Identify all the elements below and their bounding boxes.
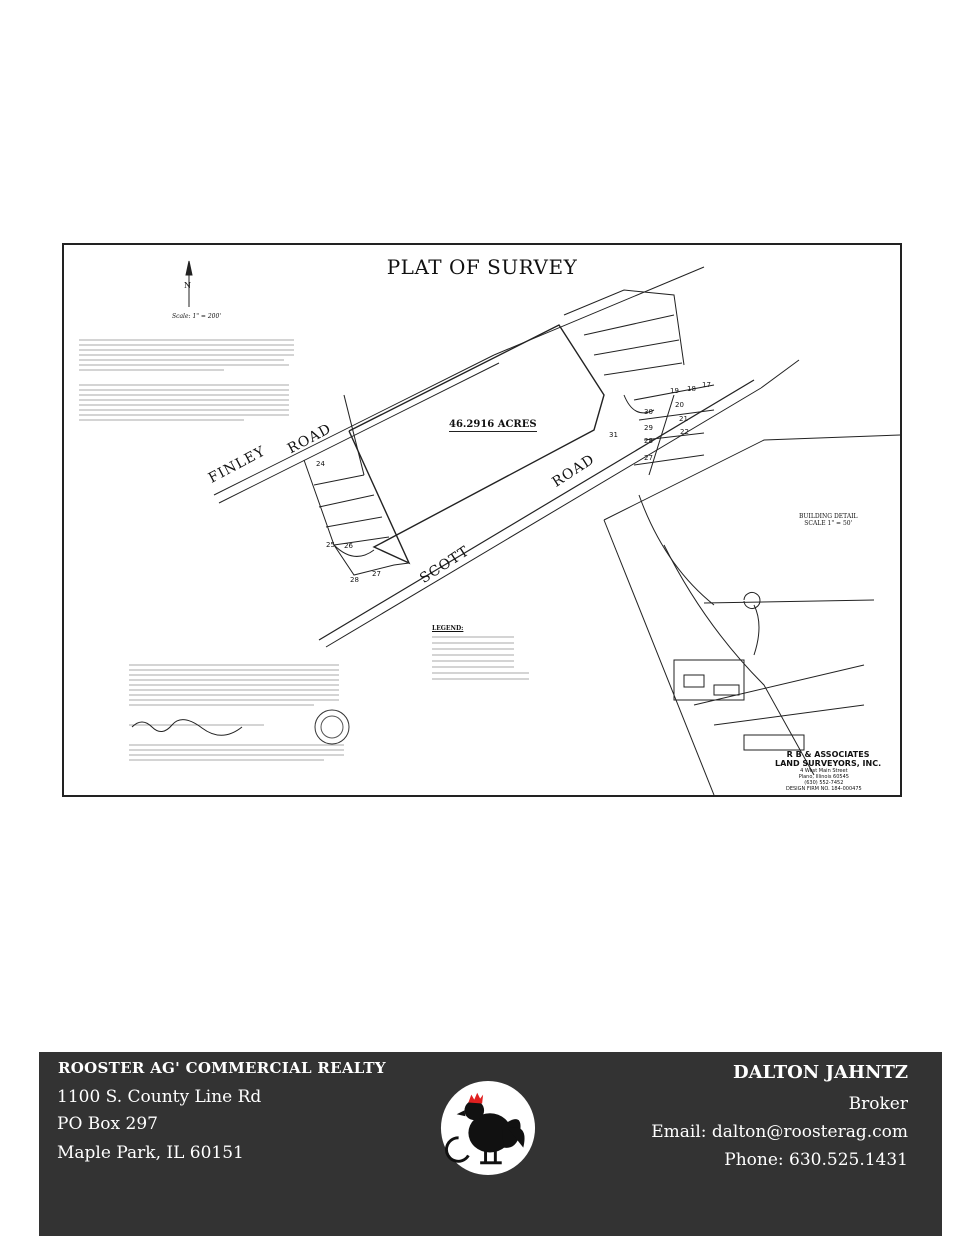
lot-number: 17 xyxy=(702,381,711,389)
lot-number: 22 xyxy=(680,428,689,436)
lot-number: 24 xyxy=(316,460,325,468)
firm-city: Plano, Illinois 60545 xyxy=(798,774,849,780)
firm-address: 4 West Main Street xyxy=(800,768,848,774)
lot-number: 31 xyxy=(609,431,618,439)
surveyor-firm-name: R B & ASSOCIATES xyxy=(786,750,870,759)
agent-phone[interactable]: Phone: 630.525.1431 xyxy=(724,1150,908,1170)
lot-number: 29 xyxy=(644,424,653,432)
firm-license: DESIGN FIRM NO. 184-000475 xyxy=(786,786,862,792)
building-detail-label xyxy=(799,513,858,527)
lot-number: 26 xyxy=(344,542,353,550)
north-arrow-label: N xyxy=(184,281,191,290)
road-label-scott: SCOTT xyxy=(417,543,473,587)
surveyor-firm xyxy=(775,750,881,768)
company-name: ROOSTER AG' COMMERCIAL REALTY xyxy=(58,1059,386,1077)
road-label-road: ROAD xyxy=(549,451,598,491)
surveyor-firm-details xyxy=(786,768,862,792)
scale-label: Scale: 1" = 200' xyxy=(172,313,221,320)
rooster-logo-icon xyxy=(439,1079,537,1177)
lot-number: 28 xyxy=(350,576,359,584)
plat-title: PLAT OF SURVEY xyxy=(386,255,578,279)
agent-name: DALTON JAHNTZ xyxy=(732,1062,908,1083)
address-po-box: PO Box 297 xyxy=(57,1114,158,1134)
lot-number: 30 xyxy=(644,408,653,416)
building-detail-title: BUILDING DETAIL xyxy=(799,513,858,520)
contact-footer xyxy=(39,1052,942,1236)
agent-email[interactable]: Email: dalton@roosterag.com xyxy=(651,1122,908,1142)
acreage-label: 46.2916 ACRES xyxy=(449,419,537,430)
firm-phone: (630) 552-7452 xyxy=(804,780,844,786)
road-label-finley: FINLEY xyxy=(205,443,269,487)
lot-number: 18 xyxy=(687,385,696,393)
lot-number: 28 xyxy=(644,437,653,445)
address-street: 1100 S. County Line Rd xyxy=(57,1087,262,1107)
surveyor-firm-subtitle: LAND SURVEYORS, INC. xyxy=(775,759,882,768)
agent-title: Broker xyxy=(848,1094,908,1114)
lot-number: 21 xyxy=(679,415,688,423)
lot-number: 19 xyxy=(670,387,679,395)
legend-title: LEGEND: xyxy=(432,625,464,632)
building-detail-scale: SCALE 1" = 50' xyxy=(804,520,853,527)
lot-number: 25 xyxy=(326,541,335,549)
lot-number: 27 xyxy=(644,454,653,462)
plat-of-survey-drawing xyxy=(62,243,902,797)
road-label-road: ROAD xyxy=(285,420,335,458)
lot-number: 27 xyxy=(372,570,381,578)
survey-linework xyxy=(64,245,900,795)
lot-number: 20 xyxy=(675,401,684,409)
address-city: Maple Park, IL 60151 xyxy=(57,1143,244,1163)
